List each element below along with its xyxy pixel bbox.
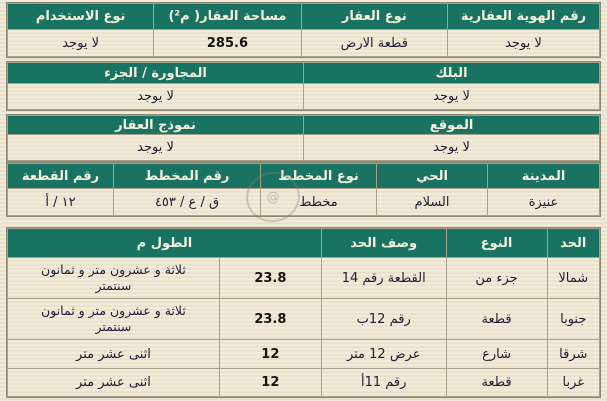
border-type-cell: شارع (447, 340, 547, 368)
plan-section-table (7, 163, 600, 216)
border-row-north (8, 258, 599, 298)
border-side-cell: شمالا (548, 258, 599, 298)
property-model-label: نموذج العقار (8, 116, 303, 134)
plan-type-label: نوع المخطط (261, 164, 376, 188)
parcel-number-label: رقم القطعة (8, 164, 113, 188)
border-description-cell: القطعة رقم 14 (322, 258, 446, 298)
property-summary-value-row (8, 30, 599, 56)
location-value: لا يوجد (304, 135, 599, 160)
border-length-header: الطول م (8, 229, 321, 257)
borders-header-row (8, 229, 599, 257)
block-value-row (8, 84, 599, 109)
adjacency-label: المجاورة / الجزء (8, 63, 303, 83)
border-row-west (8, 369, 599, 396)
border-length-text-cell: اثنى عشر متر (8, 340, 219, 368)
border-description-cell: عرض 12 متر (322, 340, 446, 368)
block-header-row (8, 63, 599, 83)
city-label: المدينة (488, 164, 599, 188)
property-type-label: نوع العقار (302, 4, 447, 29)
border-type-cell: قطعة (447, 299, 547, 339)
location-value-row (8, 135, 599, 160)
border-length-value-cell: 23.8 (220, 299, 321, 339)
border-type-cell: جزء من (447, 258, 547, 298)
block-value: لا يوجد (304, 84, 599, 109)
border-description-cell: رقم 11أ (322, 369, 446, 396)
district-label: الحي (377, 164, 487, 188)
border-side-header: الحد (548, 229, 599, 257)
border-length-value-cell: 12 (220, 369, 321, 396)
border-length-value-cell: 23.8 (220, 258, 321, 298)
border-row-east (8, 340, 599, 368)
plan-number-value: ق / ع / ٤٥٣ (114, 189, 260, 215)
property-id-label: رقم الهوية العقارية (448, 4, 599, 29)
plan-value-row (8, 189, 599, 215)
location-section-table (7, 115, 600, 161)
property-summary-header-row (8, 4, 599, 29)
border-description-cell: رقم 12ب (322, 299, 446, 339)
city-value: عنيزة (488, 189, 599, 215)
property-model-value: لا يوجد (8, 135, 303, 160)
block-section-table (7, 62, 600, 110)
parcel-number-value: ١٢ / أ (8, 189, 113, 215)
district-value: السلام (377, 189, 487, 215)
location-header-row (8, 116, 599, 134)
border-length-text-cell: ثلاثة و عشرون متر و ثمانون سنتمتر (8, 258, 219, 298)
property-summary-table (7, 3, 600, 57)
borders-table (7, 228, 600, 397)
plan-type-value: مخطط (261, 189, 376, 215)
adjacency-value: لا يوجد (8, 84, 303, 109)
border-side-cell: جنوبا (548, 299, 599, 339)
border-side-cell: غربا (548, 369, 599, 396)
property-type-value: قطعة الارض (302, 30, 447, 56)
plan-header-row (8, 164, 599, 188)
border-length-text-cell: اثنى عشر متر (8, 369, 219, 396)
property-area-label: مساحة العقار( م²) (154, 4, 300, 29)
border-description-header: وصف الحد (322, 229, 446, 257)
border-row-south (8, 299, 599, 339)
location-label: الموقع (304, 116, 599, 134)
usage-type-label: نوع الاستخدام (8, 4, 153, 29)
usage-type-value: لا يوجد (8, 30, 153, 56)
border-side-cell: شرقا (548, 340, 599, 368)
property-id-value: لا يوجد (448, 30, 599, 56)
property-area-value: 285.6 (154, 30, 300, 56)
block-label: البلك (304, 63, 599, 83)
border-length-text-cell: ثلاثة و عشرون متر و ثمانون سنتمتر (8, 299, 219, 339)
border-type-cell: قطعة (447, 369, 547, 396)
border-length-value-cell: 12 (220, 340, 321, 368)
border-type-header: النوع (447, 229, 547, 257)
plan-number-label: رقم المخطط (114, 164, 260, 188)
watermark-stamp-icon: @ (241, 167, 304, 227)
